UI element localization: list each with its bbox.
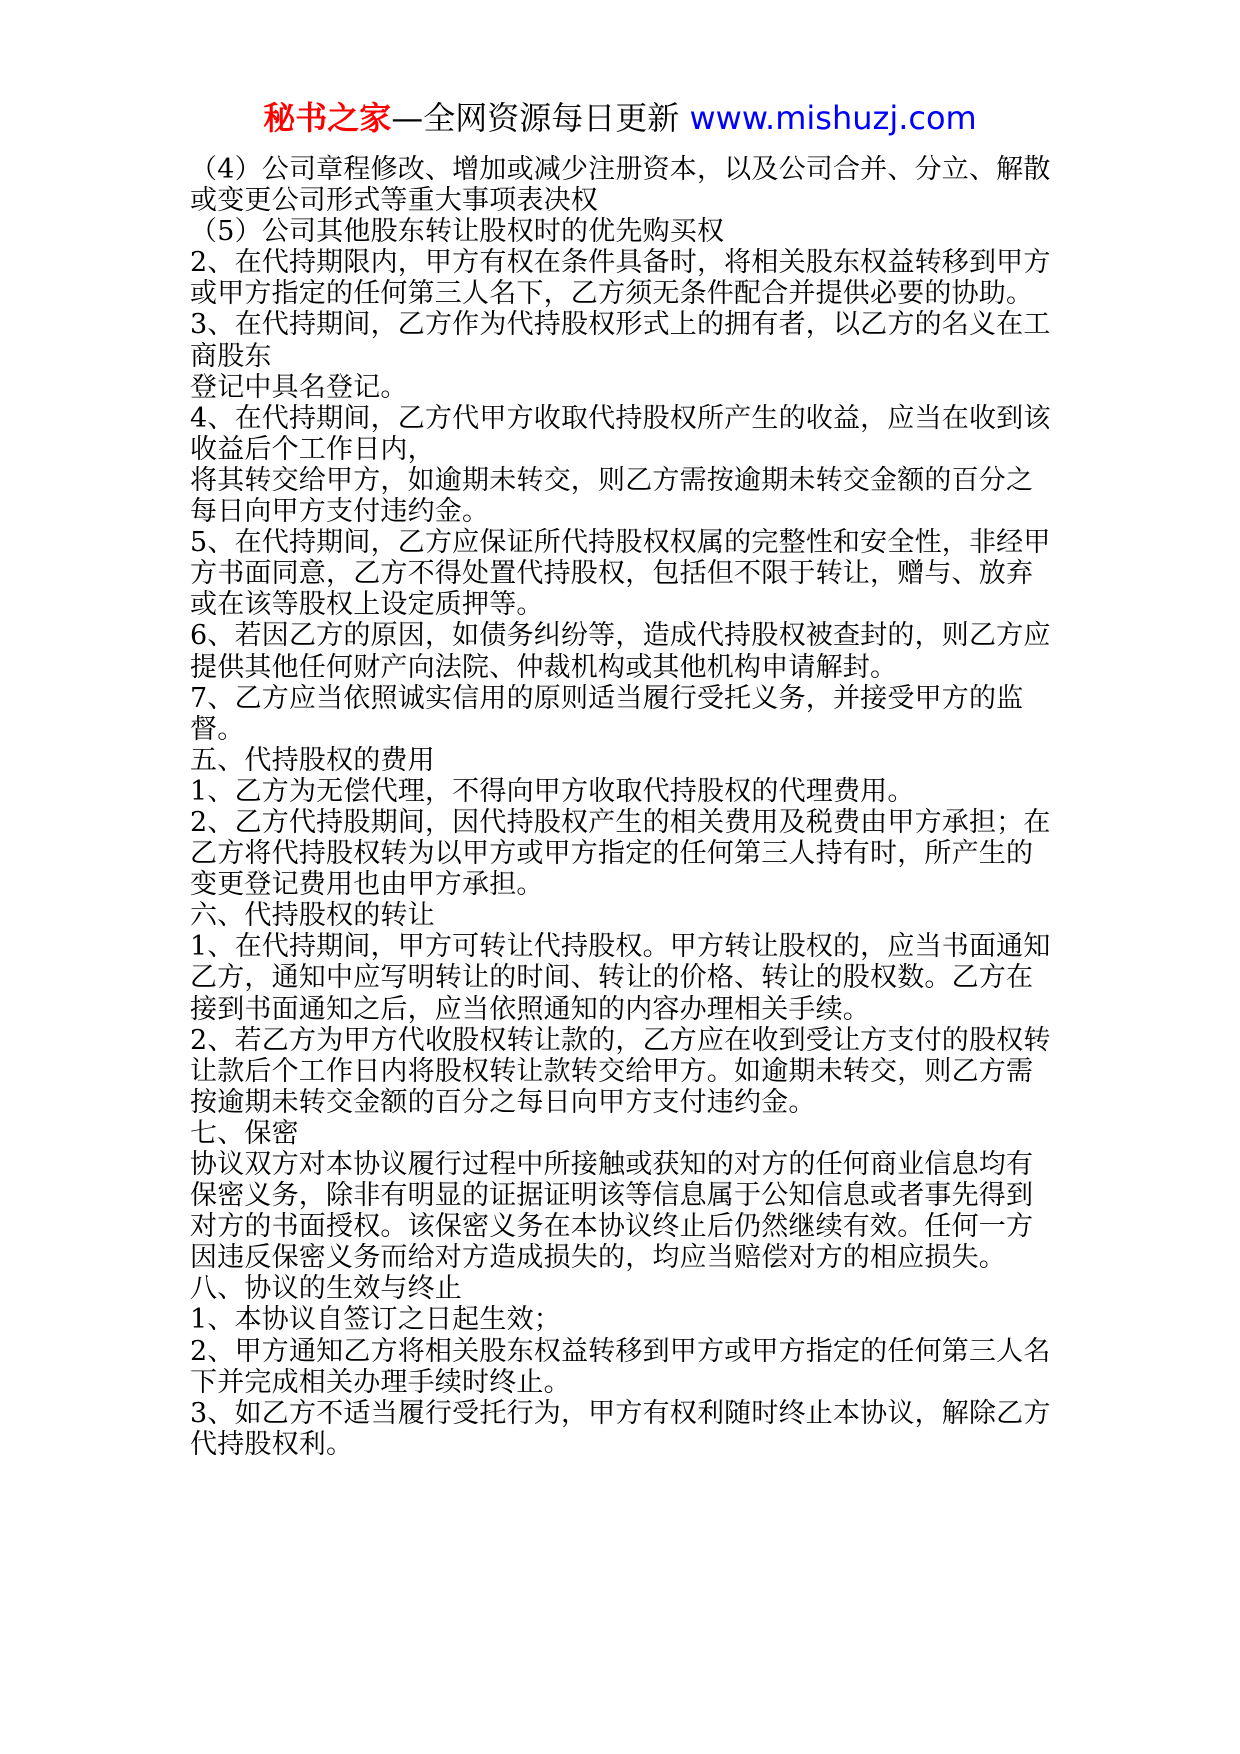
- clause-paragraph: 1、本协议自签订之日起生效；: [190, 1304, 561, 1336]
- document-body: [190, 154, 1060, 1460]
- clause-paragraph: 协议双方对本协议履行过程中所接触或获知的对方的任何商业信息均有保密义务，除非有明显的证据证明该等信息属于公知信息或者事先得到对方的书面授权。该保密义务在本协议终止后仍然继续有效。任何一方因违反保密义务而给对方造成损失的，均应当赔偿对方的相应损失。: [190, 1149, 1034, 1274]
- clause-paragraph: 2、甲方通知乙方将相关股东权益转移到甲方或甲方指定的任何第三人名下并完成相关办理手续时终止。: [190, 1335, 1051, 1398]
- section-heading: 八、协议的生效与终止: [190, 1273, 462, 1305]
- clause-paragraph: 2、在代持期限内，甲方有权在条件具备时，将相关股东权益转移到甲方或甲方指定的任何第三人名下，乙方须无条件配合并提供必要的协助。: [190, 247, 1051, 310]
- clause-paragraph: 2、乙方代持股期间，因代持股权产生的相关费用及税费由甲方承担；在乙方将代持股权转为以甲方或甲方指定的任何第三人持有时，所产生的变更登记费用也由甲方承担。: [190, 806, 1051, 901]
- clause-paragraph: 登记中具名登记。: [190, 371, 408, 403]
- clause-paragraph: 将其转交给甲方，如逾期未转交，则乙方需按逾期未转交金额的百分之每日向甲方支付违约金。: [190, 464, 1034, 528]
- site-header: [0, 98, 1240, 138]
- clause-paragraph: （4）公司章程修改、增加或减少注册资本，以及公司合并、分立、解散或变更公司形式等重大事项表决权: [190, 154, 1051, 217]
- clause-paragraph: （5）公司其他股东转让股权时的优先购买权: [190, 216, 725, 248]
- clause-paragraph: 4、在代持期间，乙方代甲方收取代持股权所产生的收益，应当在收到该收益后个工作日内，: [190, 402, 1051, 465]
- clause-paragraph: 2、若乙方为甲方代收股权转让款的，乙方应在收到受让方支付的股权转让款后个工作日内将股权转让款转交给甲方。如逾期未转交，则乙方需按逾期未转交金额的百分之每日向甲方支付违约金。: [190, 1024, 1051, 1118]
- site-brand: 秘书之家: [263, 99, 392, 137]
- clause-paragraph: 5、在代持期间，乙方应保证所代持股权权属的完整性和安全性，非经甲方书面同意，乙方不得处置代持股权，包括但不限于转让，赠与、放弃或在该等股权上设定质押等。: [190, 527, 1051, 621]
- site-url-link[interactable]: www.mishuzj.com: [689, 99, 977, 137]
- clause-paragraph: 6、若因乙方的原因，如债务纠纷等，造成代持股权被查封的，则乙方应提供其他任何财产向法院、仲裁机构或其他机构申请解封。: [190, 620, 1051, 683]
- site-slogan: —全网资源每日更新: [391, 99, 690, 137]
- clause-paragraph: 3、如乙方不适当履行受托行为，甲方有权利随时终止本协议，解除乙方代持股权利。: [190, 1397, 1051, 1460]
- clause-paragraph: 3、在代持期间，乙方作为代持股权形式上的拥有者，以乙方的名义在工商股东: [190, 309, 1051, 372]
- clause-paragraph: 1、乙方为无偿代理，不得向甲方收取代持股权的代理费用。: [190, 775, 915, 807]
- section-heading: 五、代持股权的费用: [190, 744, 435, 776]
- section-heading: 六、代持股权的转让: [190, 900, 435, 932]
- section-heading: 七、保密: [190, 1117, 299, 1149]
- clause-paragraph: 7、乙方应当依照诚实信用的原则适当履行受托义务，并接受甲方的监督。: [190, 682, 1024, 745]
- clause-paragraph: 1、在代持期间，甲方可转让代持股权。甲方转让股权的，应当书面通知乙方，通知中应写明转让的时间、转让的价格、转让的股权数。乙方在接到书面通知之后，应当依照通知的内容办理相关手续。: [190, 931, 1051, 1025]
